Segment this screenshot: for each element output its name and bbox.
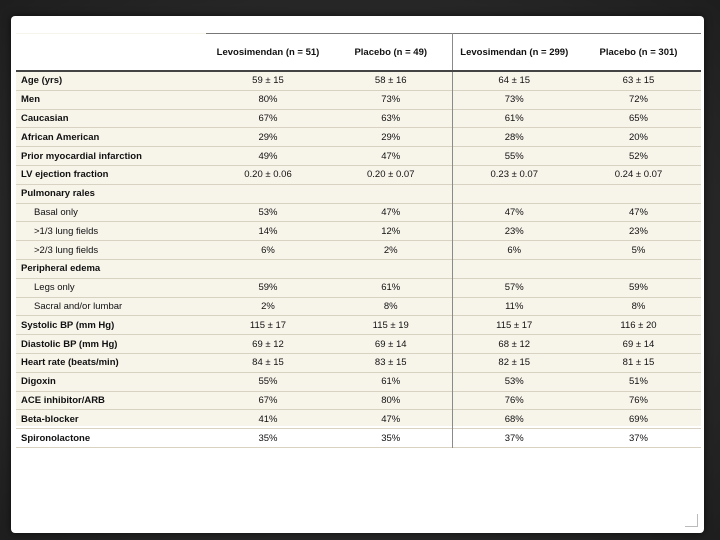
row-value: 69 ± 14 xyxy=(622,338,655,350)
row-value: 84 ± 15 xyxy=(252,357,284,369)
row-value: 11% xyxy=(505,300,524,312)
row-value: 14% xyxy=(258,225,278,237)
row-value: 64 ± 15 xyxy=(498,75,531,87)
row-label: LV ejection fraction xyxy=(21,169,109,181)
row-value: 8% xyxy=(330,297,452,316)
table-header-row xyxy=(16,34,701,72)
row-value: 37% xyxy=(628,432,648,444)
table-row xyxy=(16,278,701,297)
row-value: 2% xyxy=(261,300,275,312)
row-value: 2% xyxy=(330,241,452,260)
table-row xyxy=(16,391,701,410)
row-value: 80% xyxy=(258,94,278,106)
row-value: 67% xyxy=(258,394,278,406)
row-value: 116 ± 20 xyxy=(620,319,657,331)
baseline-characteristics-table-container xyxy=(16,33,701,444)
row-value: 81 ± 15 xyxy=(622,357,655,369)
table-row xyxy=(16,165,701,184)
row-value: 63 ± 15 xyxy=(622,75,655,87)
header-levosimendan-51: Levosimendan (n = 51) xyxy=(206,34,330,72)
row-label: Caucasian xyxy=(21,112,69,124)
row-label: Age (yrs) xyxy=(21,75,63,87)
row-label: Spironolactone xyxy=(21,432,91,444)
row-value: 65% xyxy=(628,112,648,124)
row-value: 6% xyxy=(261,244,275,256)
row-value: 52% xyxy=(628,150,648,162)
row-value: 0.20 ± 0.06 xyxy=(244,169,292,181)
row-value xyxy=(206,184,330,203)
table-row xyxy=(16,429,701,448)
baseline-characteristics-table xyxy=(16,33,701,448)
table-row xyxy=(16,316,701,335)
row-value: 61% xyxy=(330,278,452,297)
row-value: 115 ± 19 xyxy=(330,316,452,335)
table-row xyxy=(16,353,701,372)
row-value xyxy=(206,259,330,278)
row-value: 57% xyxy=(504,282,524,294)
row-value: 59% xyxy=(258,282,278,294)
row-value: 83 ± 15 xyxy=(330,353,452,372)
row-value: 6% xyxy=(507,244,522,256)
row-value: 61% xyxy=(504,112,524,124)
table-row xyxy=(16,203,701,222)
row-value: 63% xyxy=(330,109,452,128)
row-value: 29% xyxy=(330,128,452,147)
row-value: 37% xyxy=(504,432,524,444)
row-value: 73% xyxy=(504,94,524,106)
table-row xyxy=(16,222,701,241)
row-value: 49% xyxy=(258,150,278,162)
table-row xyxy=(16,109,701,128)
row-value: 115 ± 17 xyxy=(249,319,287,331)
slide xyxy=(11,16,704,533)
row-value: 69% xyxy=(628,413,648,425)
row-label: Sacral and/or lumbar xyxy=(34,300,123,312)
row-label: Legs only xyxy=(34,282,75,294)
row-value: 55% xyxy=(258,376,278,388)
row-value: 28% xyxy=(504,131,524,143)
table-row xyxy=(16,372,701,391)
row-value: 115 ± 17 xyxy=(496,319,533,331)
row-value: 76% xyxy=(628,394,648,406)
row-value: 59 ± 15 xyxy=(252,75,284,87)
slide-corner-mark xyxy=(685,514,698,527)
row-value: 0.20 ± 0.07 xyxy=(330,165,452,184)
row-value: 69 ± 12 xyxy=(252,338,284,350)
table-row xyxy=(16,71,701,90)
row-value: 47% xyxy=(330,410,452,429)
row-value: 35% xyxy=(258,432,278,444)
row-label: Heart rate (beats/min) xyxy=(21,357,119,369)
row-value: 29% xyxy=(258,131,278,143)
row-value: 76% xyxy=(504,394,524,406)
table-row xyxy=(16,128,701,147)
row-value: 47% xyxy=(330,147,452,166)
row-label: Systolic BP (mm Hg) xyxy=(21,319,115,331)
row-value: 12% xyxy=(330,222,452,241)
row-value: 59% xyxy=(628,282,648,294)
row-label: Peripheral edema xyxy=(21,263,101,275)
row-value: 53% xyxy=(258,206,278,218)
row-label: Beta-blocker xyxy=(21,413,79,425)
row-value: 53% xyxy=(504,376,524,388)
row-value xyxy=(576,259,701,278)
row-value: 5% xyxy=(631,244,646,256)
row-label: Basal only xyxy=(34,206,78,218)
row-label: Digoxin xyxy=(21,376,56,388)
row-value: 41% xyxy=(258,413,278,425)
row-label: African American xyxy=(21,131,100,143)
row-value: 68% xyxy=(504,413,524,425)
row-value: 72% xyxy=(628,94,648,106)
row-value: 47% xyxy=(504,206,524,218)
row-value: 47% xyxy=(330,203,452,222)
row-value xyxy=(452,184,576,203)
row-value: 0.24 ± 0.07 xyxy=(614,169,663,181)
row-value xyxy=(330,259,452,278)
row-value: 82 ± 15 xyxy=(498,357,531,369)
row-value: 23% xyxy=(628,225,648,237)
row-value: 20% xyxy=(628,131,648,143)
row-value: 0.23 ± 0.07 xyxy=(490,169,538,181)
row-value: 55% xyxy=(504,150,524,162)
row-value: 67% xyxy=(258,112,278,124)
row-label: >2/3 lung fields xyxy=(34,244,99,256)
row-value: 35% xyxy=(330,429,452,448)
row-label: Pulmonary rales xyxy=(21,188,95,200)
table-row xyxy=(16,410,701,429)
table-row xyxy=(16,259,701,278)
row-label: Diastolic BP (mm Hg) xyxy=(21,338,118,350)
table-row xyxy=(16,335,701,354)
table-row xyxy=(16,297,701,316)
row-value xyxy=(452,259,576,278)
table-row xyxy=(16,90,701,109)
header-blank xyxy=(16,34,206,72)
row-value xyxy=(576,184,701,203)
row-label: Prior myocardial infarction xyxy=(21,150,142,162)
row-label: Men xyxy=(21,94,40,106)
table-row xyxy=(16,241,701,260)
header-placebo-49: Placebo (n = 49) xyxy=(330,34,452,72)
row-value: 51% xyxy=(628,376,648,388)
table-row xyxy=(16,147,701,166)
row-value: 69 ± 14 xyxy=(330,335,452,354)
row-value: 61% xyxy=(330,372,452,391)
table-row xyxy=(16,184,701,203)
row-label: >1/3 lung fields xyxy=(34,225,99,237)
row-value: 68 ± 12 xyxy=(498,338,531,350)
row-value: 58 ± 16 xyxy=(330,71,452,90)
row-value: 8% xyxy=(631,300,646,312)
row-value: 80% xyxy=(330,391,452,410)
row-value: 47% xyxy=(628,206,648,218)
row-value xyxy=(330,184,452,203)
row-value: 23% xyxy=(504,225,524,237)
header-placebo-301: Placebo (n = 301) xyxy=(576,34,701,72)
row-value: 73% xyxy=(330,90,452,109)
header-levosimendan-299: Levosimendan (n = 299) xyxy=(452,34,576,72)
row-label: ACE inhibitor/ARB xyxy=(21,394,105,406)
